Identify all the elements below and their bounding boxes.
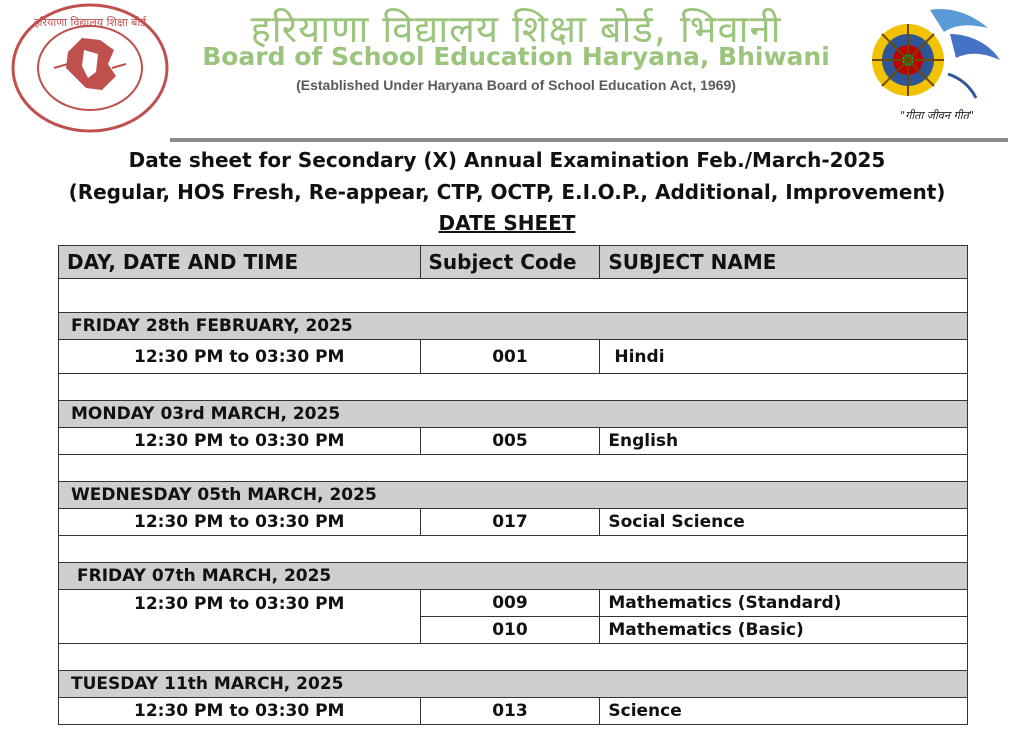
subject-name: Mathematics (Standard) — [600, 590, 968, 617]
subject-name: Social Science — [600, 509, 968, 536]
board-seal-logo — [10, 2, 170, 134]
document-heading — [0, 144, 1014, 238]
spacer-row — [59, 455, 968, 482]
day-row — [59, 563, 968, 590]
spacer-row — [59, 279, 968, 313]
subject-name: Mathematics (Basic) — [600, 617, 968, 644]
motto: "गीता जीवन गीत" — [900, 109, 974, 122]
subject-code: 009 — [420, 590, 600, 617]
table-row — [59, 428, 968, 455]
day-row — [59, 671, 968, 698]
letterhead — [0, 0, 1014, 140]
column-header-code: Subject Code — [420, 246, 600, 279]
table-row — [59, 698, 968, 725]
table-row — [59, 509, 968, 536]
exam-day: FRIDAY 07th MARCH, 2025 — [59, 563, 968, 590]
day-row — [59, 401, 968, 428]
exam-time: 12:30 PM to 03:30 PM — [59, 698, 421, 725]
subject-code: 005 — [420, 428, 600, 455]
exam-time: 12:30 PM to 03:30 PM — [59, 428, 421, 455]
document-title: Date sheet for Secondary (X) Annual Examination Feb./March-2025 — [128, 148, 886, 172]
spacer-row — [59, 374, 968, 401]
seal-text: हरियाणा विद्यालय शिक्षा बोर्ड — [33, 16, 147, 29]
established-note: (Established Under Haryana Board of School Education Act, 1969) — [296, 77, 736, 93]
subject-name: English — [600, 428, 968, 455]
day-row — [59, 313, 968, 340]
spacer-row — [59, 536, 968, 563]
board-name-english: Board of School Education Haryana, Bhiwani — [202, 42, 830, 71]
subject-name: Science — [600, 698, 968, 725]
subject-code: 010 — [420, 617, 600, 644]
table-header-row — [59, 246, 968, 279]
exam-time: 12:30 PM to 03:30 PM — [59, 340, 421, 374]
exam-time: 12:30 PM to 03:30 PM — [59, 509, 421, 536]
day-row — [59, 482, 968, 509]
exam-day: FRIDAY 28th FEBRUARY, 2025 — [59, 313, 968, 340]
exam-day: TUESDAY 11th MARCH, 2025 — [59, 671, 968, 698]
column-header-date: DAY, DATE AND TIME — [59, 246, 421, 279]
column-header-subject: SUBJECT NAME — [600, 246, 968, 279]
spacer-row — [59, 644, 968, 671]
table-row — [59, 340, 968, 374]
header-divider — [170, 138, 1008, 142]
subject-code: 001 — [420, 340, 600, 374]
board-name-hindi: हरियाणा विद्यालय शिक्षा बोर्ड, भिवानी — [250, 7, 782, 51]
exam-time: 12:30 PM to 03:30 PM — [59, 590, 421, 644]
date-sheet-label: DATE SHEET — [438, 211, 576, 235]
subject-code: 013 — [420, 698, 600, 725]
subject-code: 017 — [420, 509, 600, 536]
subject-name: Hindi — [600, 340, 968, 374]
exam-day: WEDNESDAY 05th MARCH, 2025 — [59, 482, 968, 509]
gita-emblem-logo — [860, 4, 1006, 104]
table-row — [59, 590, 968, 617]
document-categories: (Regular, HOS Fresh, Re-appear, CTP, OCTP, E.I.O.P., Additional, Improvement) — [68, 180, 946, 204]
exam-day: MONDAY 03rd MARCH, 2025 — [59, 401, 968, 428]
date-sheet-table — [58, 245, 968, 725]
